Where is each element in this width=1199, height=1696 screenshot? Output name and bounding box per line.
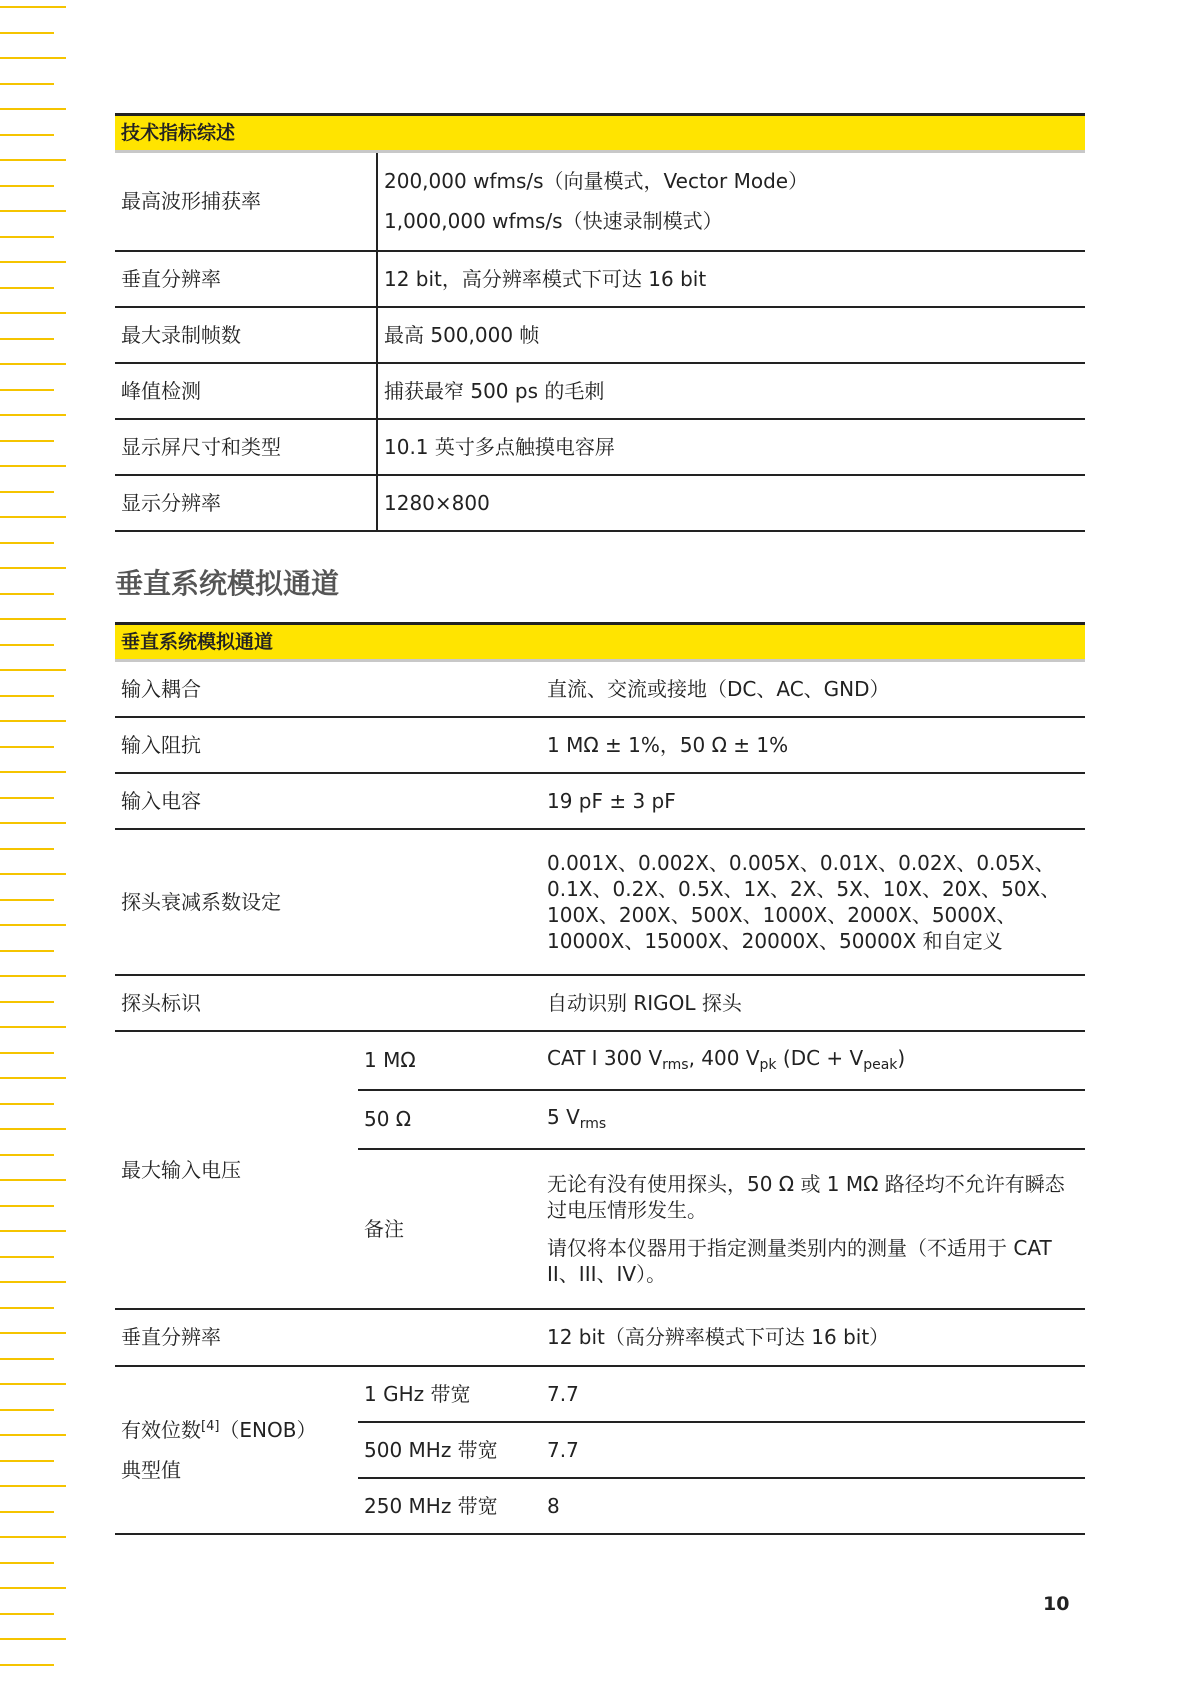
- margin-line: [0, 1409, 54, 1411]
- margin-line: [0, 261, 66, 263]
- sub-label: 250 MHz 带宽: [358, 1478, 541, 1534]
- margin-line: [0, 1103, 54, 1105]
- value-line: 0.001X、0.002X、0.005X、0.01X、0.02X、0.05X、: [547, 850, 1055, 875]
- margin-line: [0, 899, 54, 901]
- row-value: 1280×800: [377, 475, 1085, 531]
- margin-line: [0, 1511, 54, 1513]
- margin-line: [0, 1001, 54, 1003]
- enob-label-line2: 典型值: [121, 1457, 181, 1482]
- margin-line: [0, 1664, 54, 1666]
- row-value: 12 bit，高分辨率模式下可达 16 bit: [377, 251, 1085, 307]
- sub-label: 50 Ω: [358, 1090, 541, 1149]
- value-text: CAT I 300 V: [547, 1046, 663, 1071]
- margin-line: [0, 848, 54, 850]
- value-line: 0.1X、0.2X、0.5X、1X、2X、5X、10X、20X、50X、: [547, 876, 1061, 901]
- margin-line: [0, 1205, 54, 1207]
- table-row: [115, 307, 1085, 363]
- row-value: 直流、交流或接地（DC、AC、GND）: [541, 661, 1085, 717]
- table-row: [115, 773, 1085, 829]
- row-value: 1 MΩ ± 1%，50 Ω ± 1%: [541, 717, 1085, 773]
- margin-line: [0, 1307, 54, 1309]
- row-label: 显示屏尺寸和类型: [115, 419, 377, 475]
- margin-line: [0, 1179, 66, 1181]
- value-line: 10000X、15000X、20000X、50000X 和自定义: [547, 928, 1003, 953]
- sub-label: 1 MΩ: [358, 1031, 541, 1090]
- note-line: 过电压情形发生。: [547, 1197, 707, 1222]
- margin-line: [0, 338, 54, 340]
- margin-line: [0, 1638, 66, 1640]
- note-line: 无论有没有使用探头，50 Ω 或 1 MΩ 路径均不允许有瞬态: [547, 1171, 1065, 1196]
- margin-line: [0, 83, 54, 85]
- row-value: 7.7: [541, 1422, 1085, 1478]
- margin-line: [0, 618, 66, 620]
- row-value: 10.1 英寸多点触摸电容屏: [377, 419, 1085, 475]
- margin-line: [0, 32, 54, 34]
- table-row: [115, 661, 1085, 717]
- margin-line: [0, 695, 54, 697]
- note-line: 请仅将本仪器用于指定测量类别内的测量（不适用于 CAT: [547, 1235, 1052, 1260]
- margin-line: [0, 822, 66, 824]
- margin-line: [0, 1460, 54, 1462]
- margin-line: [0, 1383, 66, 1385]
- row-value: 7.7: [541, 1366, 1085, 1422]
- margin-line: [0, 1587, 66, 1589]
- row-label: [115, 1366, 358, 1534]
- row-value: [377, 152, 1085, 251]
- margin-line: [0, 1434, 66, 1436]
- spec-summary-table: [115, 113, 1085, 532]
- margin-line: [0, 312, 66, 314]
- row-value: [541, 1149, 1085, 1309]
- row-value: 12 bit（高分辨率模式下可达 16 bit）: [541, 1309, 1085, 1366]
- margin-line: [0, 1230, 66, 1232]
- margin-line: [0, 1026, 66, 1028]
- row-label: 最大输入电压: [115, 1031, 358, 1309]
- margin-line: [0, 644, 54, 646]
- row-label: 最高波形捕获率: [115, 152, 377, 251]
- footnote-ref: [4]: [201, 1418, 220, 1434]
- row-value: 8: [541, 1478, 1085, 1534]
- table-header: 垂直系统模拟通道: [115, 624, 1085, 661]
- table-row: [115, 1309, 1085, 1366]
- table-row: [115, 975, 1085, 1031]
- value-text: 5 V: [547, 1105, 580, 1130]
- margin-line: [0, 1281, 66, 1283]
- row-label: 输入电容: [115, 773, 541, 829]
- row-label: 垂直分辨率: [115, 1309, 541, 1366]
- row-label: 垂直分辨率: [115, 251, 377, 307]
- row-value: [541, 1090, 1085, 1149]
- margin-line: [0, 440, 54, 442]
- table-row: [115, 829, 1085, 975]
- enob-label: 有效位数: [121, 1417, 201, 1442]
- margin-decoration: [0, 0, 70, 1696]
- margin-line: [0, 210, 66, 212]
- value-line: 1,000,000 wfms/s（快速录制模式）: [384, 209, 723, 234]
- margin-line: [0, 1052, 54, 1054]
- value-text: , 400 V: [688, 1046, 760, 1071]
- margin-line: [0, 593, 54, 595]
- table-row: [115, 251, 1085, 307]
- margin-line: [0, 236, 54, 238]
- value-text: (DC + V: [776, 1046, 864, 1071]
- table-row: [115, 717, 1085, 773]
- margin-line: [0, 1332, 66, 1334]
- margin-line: [0, 1256, 54, 1258]
- table-row: [115, 1366, 1085, 1422]
- margin-line: [0, 1536, 66, 1538]
- margin-line: [0, 134, 54, 136]
- margin-line: [0, 414, 66, 416]
- margin-line: [0, 950, 54, 952]
- subscript: rms: [579, 1116, 607, 1133]
- subscript: pk: [759, 1057, 777, 1074]
- margin-line: [0, 1562, 54, 1564]
- row-value: 捕获最窄 500 ps 的毛刺: [377, 363, 1085, 419]
- sub-label: 1 GHz 带宽: [358, 1366, 541, 1422]
- margin-line: [0, 1485, 66, 1487]
- sub-label: 备注: [358, 1149, 541, 1309]
- margin-line: [0, 1154, 54, 1156]
- margin-line: [0, 542, 54, 544]
- margin-line: [0, 1358, 54, 1360]
- margin-line: [0, 746, 54, 748]
- vertical-system-table: [115, 622, 1085, 1535]
- row-label: 输入耦合: [115, 661, 541, 717]
- table-header: 技术指标综述: [115, 115, 1085, 152]
- row-label: 峰值检测: [115, 363, 377, 419]
- value-line: 100X、200X、500X、1000X、2000X、5000X、: [547, 902, 1017, 927]
- margin-line: [0, 287, 54, 289]
- margin-line: [0, 873, 66, 875]
- subscript: rms: [662, 1057, 689, 1074]
- value-text: ): [897, 1046, 906, 1071]
- margin-line: [0, 720, 66, 722]
- note-line: II、III、IV）。: [547, 1261, 667, 1286]
- subscript: peak: [863, 1057, 898, 1074]
- margin-line: [0, 363, 66, 365]
- margin-line: [0, 185, 54, 187]
- row-value: 最高 500,000 帧: [377, 307, 1085, 363]
- margin-line: [0, 491, 54, 493]
- section-title: 垂直系统模拟通道: [115, 567, 340, 600]
- margin-line: [0, 1613, 54, 1615]
- margin-line: [0, 1077, 66, 1079]
- row-value: 19 pF ± 3 pF: [541, 773, 1085, 829]
- margin-line: [0, 159, 66, 161]
- row-label: 最大录制帧数: [115, 307, 377, 363]
- value-line: 200,000 wfms/s（向量模式，Vector Mode）: [384, 169, 809, 194]
- enob-label-suffix: （ENOB）: [219, 1417, 317, 1442]
- row-value: 自动识别 RIGOL 探头: [541, 975, 1085, 1031]
- margin-line: [0, 797, 54, 799]
- margin-line: [0, 567, 66, 569]
- margin-line: [0, 771, 66, 773]
- page-number: 10: [1043, 1593, 1070, 1615]
- margin-line: [0, 57, 66, 59]
- margin-line: [0, 389, 54, 391]
- row-label: 探头标识: [115, 975, 541, 1031]
- table-row: [115, 1031, 1085, 1090]
- row-label: 显示分辨率: [115, 475, 377, 531]
- row-value: [541, 829, 1085, 975]
- row-label: 输入阻抗: [115, 717, 541, 773]
- margin-line: [0, 924, 66, 926]
- row-value: [541, 1031, 1085, 1090]
- margin-line: [0, 465, 66, 467]
- margin-line: [0, 1128, 66, 1130]
- margin-line: [0, 108, 66, 110]
- margin-line: [0, 975, 66, 977]
- margin-line: [0, 6, 66, 8]
- table-row: [115, 419, 1085, 475]
- margin-line: [0, 669, 66, 671]
- row-label: 探头衰减系数设定: [115, 829, 541, 975]
- sub-label: 500 MHz 带宽: [358, 1422, 541, 1478]
- margin-line: [0, 516, 66, 518]
- table-row: [115, 152, 1085, 251]
- table-row: [115, 363, 1085, 419]
- table-row: [115, 475, 1085, 531]
